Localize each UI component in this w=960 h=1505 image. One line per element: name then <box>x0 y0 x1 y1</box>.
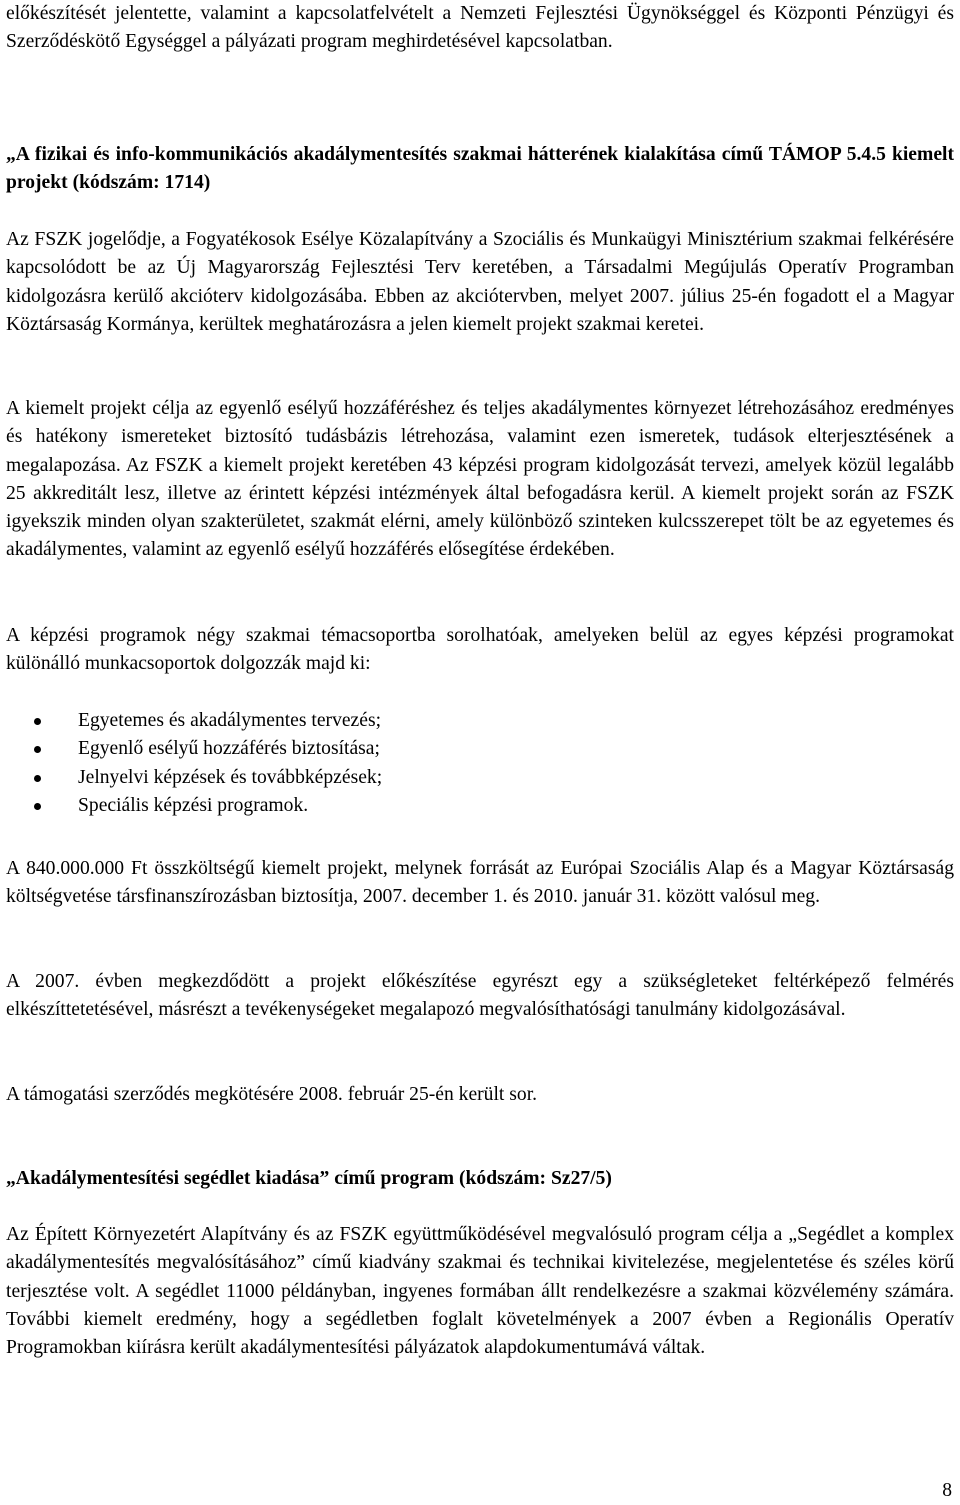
page-number: 8 <box>942 1480 952 1501</box>
section1-paragraph-5: A 2007. évben megkezdődött a projekt előkészítése egyrészt egy a szükségleteket feltérképező felmérés elkészíttetetésével, másrészt a tevékenységeket megalapozó megvalósíthatósági tanulmány kidolgozásával. <box>6 971 954 1021</box>
section1-paragraph-2: A kiemelt projekt célja az egyenlő esélyű hozzáféréshez és teljes akadálymentes környezet létrehozásához eredményes és hatékony ismereteket biztosító tudásbázis létrehozása, valamint ezen ismeretek, tudások elterjesztésének a megalapozása. Az FSZK a kiemelt projekt keretében 43 képzési program kidolgozását tervezi, amelyek közül legalább 25 akkreditált lesz, illetve az érintett képzési intézmények által befogadásra kerül. A kiemelt projekt során az FSZK igyekszik minden olyan szakterületet, szakmát elérni, amely különböző szinteken kulcsszerepet tölt be az egyetemes és akadálymentes, valamint az egyenlő esélyű hozzáférés elősegítése érdekében. <box>6 398 954 561</box>
list-item-text: Egyetemes és akadálymentes tervezés; <box>78 710 382 731</box>
intro-paragraph: előkészítését jelentette, valamint a kapcsolatfelvételt a Nemzeti Fejlesztési Ügynökséggel és Központi Pénzügyi és Szerződéskötő Egységgel a pályázati program meghirdetésével kapcsolatban. <box>6 3 954 53</box>
list-item-text: Egyenlő esélyű hozzáférés biztosítása; <box>78 738 380 760</box>
bullet-icon <box>34 775 41 782</box>
bullet-icon <box>34 746 41 753</box>
section1-paragraph-4: A 840.000.000 Ft összköltségű kiemelt projekt, melynek forrását az Európai Szociális Alap és a Magyar Köztársaság költségvetése társfinanszírozásban biztosítja, 2007. december 1. és 2010. január 31. között valósul meg. <box>6 858 954 908</box>
list-item <box>6 792 954 820</box>
section1-heading: „A fizikai és info-kommunikációs akadálymentesítés szakmai hátterének kialakítása című TÁMOP 5.4.5 kiemelt projekt (kódszám: 1714) <box>6 144 954 194</box>
section2-paragraph-1: Az Épített Környezetért Alapítvány és az FSZK együttműködésével megvalósuló program célja a „Segédlet a komplex akadálymentesítés megvalósításához” című kiadvány szakmai és technikai kivitelezése, megjelentetése és széles körű terjesztése volt. A segédlet 11000 példányban, ingyenes formában állt rendelkezésre a szakmai közvélemény számára. További kiemelt eredmény, hogy a segédletben foglalt követelmények a 2007 évben a Regionális Operatív Programokban kiírásra került akadálymentesítési pályázatok alapdokumentumává váltak. <box>6 1224 954 1359</box>
training-topics-list <box>6 707 954 820</box>
list-item <box>6 735 954 763</box>
section1-paragraph-1: Az FSZK jogelődje, a Fogyatékosok Esélye Közalapítvány a Szociális és Munkaügyi Minisztérium szakmai felkérésére kapcsolódott be az Új Magyarország Fejlesztési Terv keretében, a Társadalmi Megújulás Operatív Programban kidolgozásra kerülő akcióterv kidolgozásába. Ebben az akciótervben, melyet 2007. július 25-én fogadott el a Magyar Köztársaság Kormánya, kerültek meghatározásra a jelen kiemelt projekt szakmai keretei. <box>6 229 954 335</box>
list-item <box>6 764 954 792</box>
list-item-text: Speciális képzési programok. <box>78 794 309 816</box>
section1-paragraph-6: A támogatási szerződés megkötésére 2008. február 25-én került sor. <box>6 1084 538 1105</box>
bullet-icon <box>34 803 41 810</box>
section2-heading: „Akadálymentesítési segédlet kiadása” című program (kódszám: Sz27/5) <box>6 1168 612 1189</box>
list-item <box>6 707 954 735</box>
bullet-icon <box>34 718 41 725</box>
list-item-text: Jelnyelvi képzések és továbbképzések; <box>78 766 383 788</box>
section1-paragraph-3: A képzési programok négy szakmai témacsoportba sorolhatóak, amelyeken belül az egyes képzési programokat különálló munkacsoportok dolgozzák majd ki: <box>6 625 954 675</box>
